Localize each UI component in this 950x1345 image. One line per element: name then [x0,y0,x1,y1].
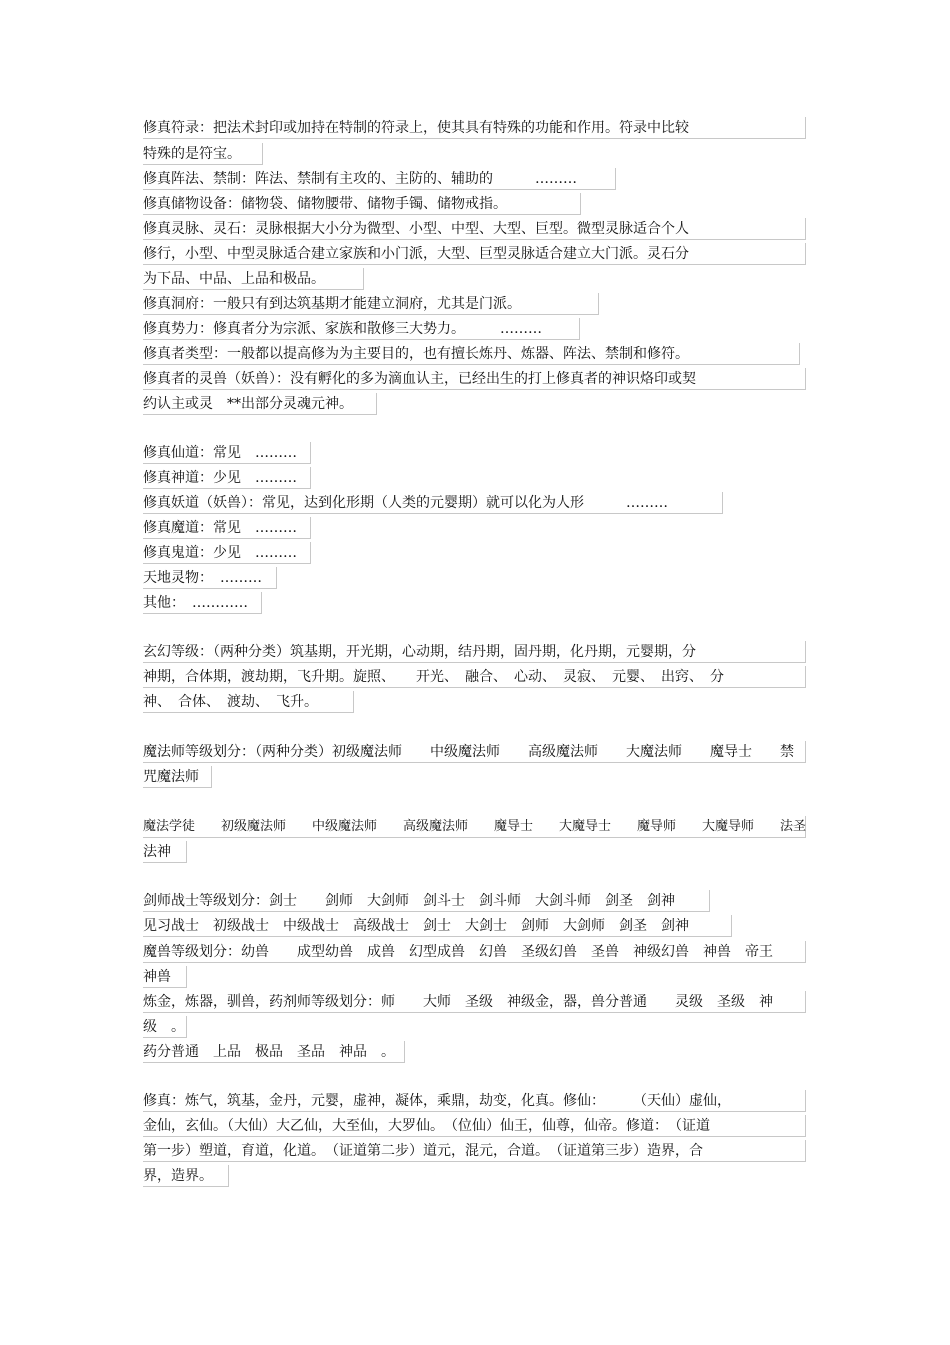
text-line: 修行，小型、中型灵脉适合建立家族和小门派，大型、巨型灵脉适合建立大门派。灵石分 [143,243,806,265]
text-line: 修真：炼气，筑基，金丹，元婴，虚神，凝体，乘鼎，劫变，化真。修仙： （天仙）虚仙， [143,1090,806,1112]
text-line: 修真鬼道：少见 ……… [143,542,311,564]
text-line: 法神 [143,841,187,863]
text-line: 药分普通 上品 极品 圣品 神品 。 [143,1041,405,1063]
text-line: 见习战士 初级战士 中级战士 高级战士 剑士 大剑士 剑师 大剑师 剑圣 剑神 [143,915,732,937]
text-line: 修真者类型：一般都以提高修为为主要目的，也有擅长炼丹、炼器、阵法、禁制和修符。 [143,343,800,365]
text-line: 咒魔法师 [143,766,212,788]
text-line: 剑师战士等级划分：剑士 剑师 大剑师 剑斗士 剑斗师 大剑斗师 剑圣 剑神 [143,890,710,912]
text-line: 魔法学徒 初级魔法师 中级魔法师 高级魔法师 魔导士 大魔导士 魔导师 大魔导师 法圣 [143,816,806,838]
text-line: 修真妖道（妖兽）：常见，达到化形期（人类的元婴期）就可以化为人形 ……… [143,492,723,514]
text-line: 约认主或灵 **出部分灵魂元神。 [143,393,377,415]
text-line: 为下品、中品、上品和极品。 [143,268,364,290]
text-line: 修真者的灵兽（妖兽）：没有孵化的多为滴血认主，已经出生的打上修真者的神识烙印或契 [143,368,806,390]
text-line: 神兽 [143,966,187,988]
text-line: 修真符录：把法术封印或加持在特制的符录上，使其具有特殊的功能和作用。符录中比较 [143,117,806,139]
text-line: 特殊的是符宝。 [143,143,263,165]
text-line: 修真魔道：常见 ……… [143,517,311,539]
text-line: 其他： ………… [143,592,262,614]
text-line: 修真洞府：一般只有到达筑基期才能建立洞府，尤其是门派。 [143,293,599,315]
text-line: 修真阵法、禁制：阵法、禁制有主攻的、主防的、辅助的 ……… [143,168,616,190]
text-line: 修真储物设备：储物袋、储物腰带、储物手镯、储物戒指。 [143,193,581,215]
text-line: 修真神道：少见 ……… [143,467,311,489]
text-line: 神期，合体期，渡劫期，飞升期。旋照、 开光、 融合、 心动、 灵寂、 元婴、 出窍、 分 [143,666,806,688]
text-line: 级 。 [143,1016,187,1038]
text-line: 魔兽等级划分：幼兽 成型幼兽 成兽 幻型成兽 幻兽 圣级幻兽 圣兽 神级幻兽 神兽 帝王 [143,941,806,963]
text-line: 天地灵物： ……… [143,567,277,589]
text-line: 魔法师等级划分：（两种分类）初级魔法师 中级魔法师 高级魔法师 大魔法师 魔导士 禁 [143,741,806,763]
text-line: 修真仙道：常见 ……… [143,442,311,464]
text-line: 修真灵脉、灵石：灵脉根据大小分为微型、小型、中型、大型、巨型。微型灵脉适合个人 [143,218,806,240]
text-line: 玄幻等级：（两种分类）筑基期，开光期，心动期，结丹期，固丹期，化丹期，元婴期，分 [143,641,806,663]
text-line: 第一步）塑道，育道，化道。 （证道第二步）道元，混元，合道。 （证道第三步）造界，合 [143,1140,806,1162]
text-line: 炼金，炼器，驯兽，药剂师等级划分：师 大师 圣级 神级金，器，兽分普通 灵级 圣级 神 [143,991,806,1013]
text-line: 修真势力：修真者分为宗派、家族和散修三大势力。 ……… [143,318,580,340]
text-line: 金仙，玄仙。（大仙）大乙仙，大至仙，大罗仙。 （位仙）仙王，仙尊，仙帝。修道： （证道 [143,1115,806,1137]
text-line: 神、 合体、 渡劫、 飞升。 [143,691,354,713]
text-line: 界，造界。 [143,1165,229,1187]
